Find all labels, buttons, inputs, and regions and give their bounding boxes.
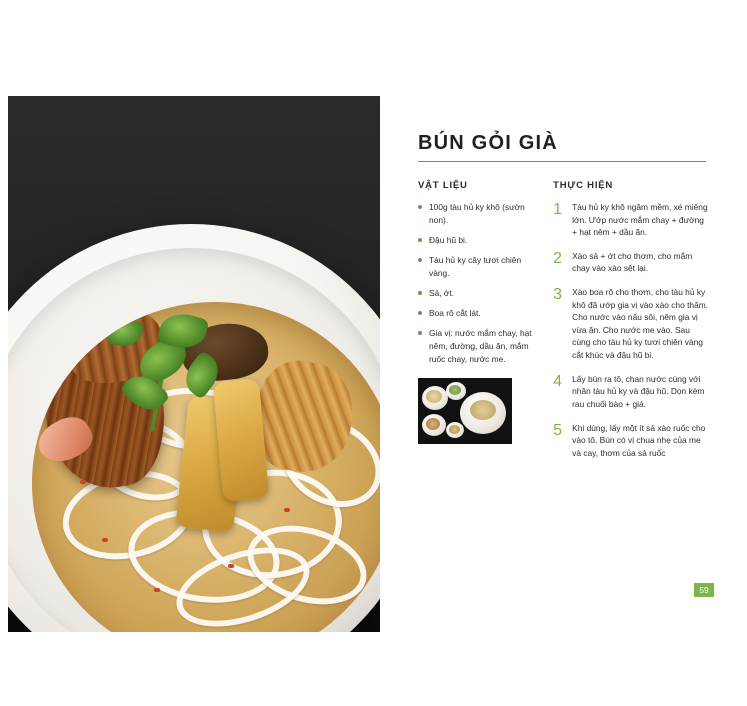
step-number: 4 [553, 372, 563, 390]
step-text: Xào boa rô cho thơm, cho tàu hủ ky khô đã ướp gia vị vào xào cho thấm. Cho nước vào nấu sôi, nêm gia vị vừa ăn. Cho nước me vào. Sau cùng cho tàu hủ ky tươi chiên vàng cắt khúc và đậu hũ bi. [572, 287, 709, 361]
step-text: Xào sả + ớt cho thơm, cho mắm chay vào xào sệt lại. [572, 250, 693, 274]
list-item: Gia vị: nước mắm chay, hạt nêm, đường, dầu ăn, mắm ruốc chay, nước me. [418, 327, 537, 366]
step-text: Tàu hủ ky khô ngâm mềm, xé miếng lớn. Ướp nước mắm chay + đường + hạt nêm + dầu ăn. [572, 202, 708, 238]
chili-fleck [102, 538, 108, 542]
recipe-step [553, 201, 710, 239]
recipe-step [553, 422, 710, 460]
step-text: Khi dùng, lấy một ít sả xào ruốc cho vào tô. Bún có vị chua nhẹ của me và cay, thơm của sả ruốc [572, 422, 706, 458]
step-number: 1 [553, 201, 563, 218]
list-item: 100g tàu hủ ky khô (sườn non). [418, 201, 537, 227]
step-number: 5 [553, 421, 563, 439]
ingredients-inset-photo [418, 378, 512, 444]
list-item: Sả, ớt. [418, 287, 537, 300]
main-food-photo [8, 96, 380, 632]
bowl-rim [8, 248, 380, 632]
chili-fleck [284, 508, 290, 512]
broth [32, 302, 380, 632]
recipe-columns [418, 180, 710, 470]
title-divider [418, 161, 706, 162]
chili-fleck [154, 588, 160, 592]
noodle-bowl [8, 224, 380, 632]
recipe-step [553, 373, 710, 411]
ingredients-heading: VẬT LIỆU [418, 180, 468, 191]
step-number: 2 [553, 249, 563, 267]
list-item: Tàu hủ ky cây tươi chiên vàng. [418, 254, 537, 280]
ingredients-column [418, 180, 537, 444]
chili-fleck [228, 564, 234, 568]
recipe-step [553, 286, 710, 362]
page-number-badge: 59 [694, 583, 714, 597]
chili-fleck [80, 480, 86, 484]
step-text: Lấy bún ra tô, chan nước cùng với nhân tàu hủ ky và đậu hũ. Dọn kèm rau chuối bào + giá. [572, 373, 705, 409]
recipe-title: BÚN GỎI GIÀ [418, 132, 558, 154]
list-item: Đậu hũ bi. [418, 234, 537, 247]
steps-heading: THỰC HIỆN [553, 180, 614, 191]
ingredients-list [418, 201, 537, 366]
recipe-step [553, 250, 710, 275]
step-number: 3 [553, 286, 563, 304]
recipe-content [418, 132, 710, 470]
list-item: Boa rô cắt lát. [418, 307, 537, 320]
steps-column [553, 180, 710, 470]
